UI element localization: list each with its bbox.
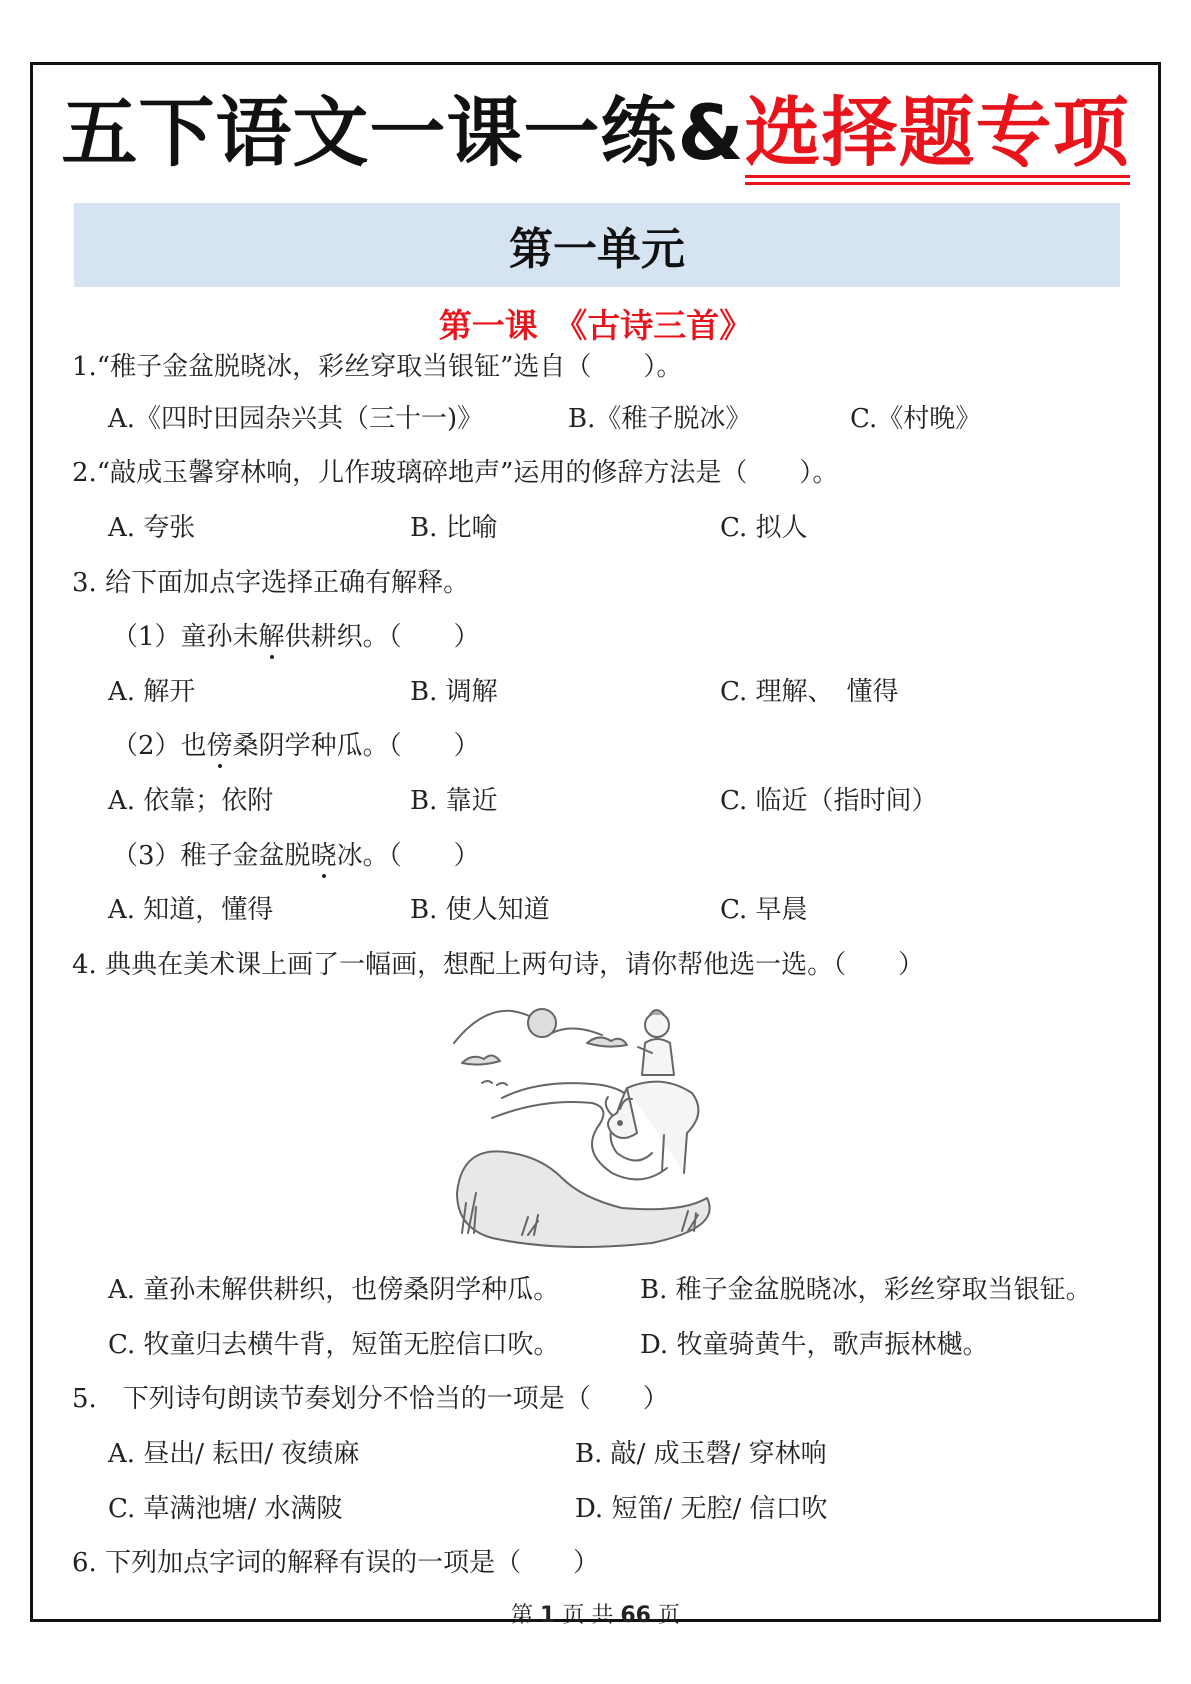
sub-1-pre: （1）童孙未 [112,622,259,652]
footer-middle: 页 共 [555,1603,621,1628]
question-2-option-c: C. 拟人 [720,513,808,543]
question-1-option-a: A.《四时田园杂兴其（三十一)》 [108,404,484,434]
question-4-stem: 4. 典典在美术课上画了一幅画，想配上两句诗，请你帮他选一选。（ ） [72,950,925,980]
question-3-sub-2-option-c: C. 临近（指时间） [720,786,938,816]
question-4-option-a: A. 童孙未解供耕织，也傍桑阴学种瓜。 [108,1275,560,1305]
question-4-option-d: D. 牧童骑黄牛，歌声振林樾。 [640,1330,989,1360]
question-5-option-c: C. 草满池塘/ 水满陂 [108,1494,343,1524]
sub-3-post: 冰。（ ） [336,841,480,871]
question-3-stem: 3. 给下面加点字选择正确有解释。 [72,568,470,598]
sub-2-post: 桑阴学种瓜。（ ） [232,731,480,761]
sub-2-dotted-char: 傍 [206,731,233,761]
question-3-sub-1-option-a: A. 解开 [108,677,196,707]
question-3-sub-2-option-a: A. 依靠；依附 [108,786,274,816]
question-2-stem: 2.“敲成玉馨穿林响，儿作玻璃碎地声”运用的修辞方法是（ ）。 [72,458,839,488]
question-4-option-c: C. 牧童归去横牛背，短笛无腔信口吹。 [108,1330,560,1360]
page-footer [0,1598,1191,1629]
question-1-option-c: C.《村晚》 [850,404,982,434]
footer-prefix: 第 [511,1603,541,1628]
unit-banner [74,203,1120,287]
boy-riding-ox-illustration-icon [452,1003,742,1253]
question-3-sub-2 [112,733,480,759]
unit-title: 第一单元 [509,224,685,275]
question-3-sub-2-option-b: B. 靠近 [410,786,498,816]
sub-3-dotted-char: 晓 [310,841,337,871]
question-3-sub-3-option-c: C. 早晨 [720,895,808,925]
title-main: 五下语文一课一练& [61,88,745,177]
sub-1-post: 供耕织。（ ） [284,622,480,652]
question-1-option-b: B.《稚子脱冰》 [568,404,752,434]
sub-2-pre: （2）也 [112,731,207,761]
question-2-option-b: B. 比喻 [410,513,498,543]
question-5-option-a: A. 昼出/ 耘田/ 夜绩麻 [108,1439,360,1469]
question-1-stem: 1.“稚子金盆脱晓冰，彩丝穿取当银钲”选自（ ）。 [72,352,683,382]
question-2-option-a: A. 夸张 [108,513,196,543]
question-3-sub-3-option-a: A. 知道，懂得 [108,895,274,925]
question-3-sub-1-option-b: B. 调解 [410,677,498,707]
question-6-stem: 6. 下列加点字词的解释有误的一项是（ ） [72,1548,600,1578]
question-5-option-b: B. 敲/ 成玉磬/ 穿林响 [575,1439,827,1469]
footer-total-pages: 66 [620,1603,651,1628]
footer-suffix: 页 [650,1603,680,1628]
question-5-option-d: D. 短笛/ 无腔/ 信口吹 [575,1494,828,1524]
question-3-sub-3 [112,843,480,869]
question-3-sub-1 [112,624,480,650]
page-title [0,88,1191,177]
sub-1-dotted-char: 解 [258,622,285,652]
title-highlight: 选择题专项 [744,88,1130,177]
question-5-stem: 5. 下列诗句朗读节奏划分不恰当的一项是（ ） [72,1384,669,1414]
question-3-sub-3-option-b: B. 使人知道 [410,895,550,925]
lesson-title: 第一课 《古诗三首》 [438,306,753,345]
footer-page-number: 1 [540,1603,556,1628]
question-4-option-b: B. 稚子金盆脱晓冰，彩丝穿取当银钲。 [640,1275,1092,1305]
sub-3-pre: （3）稚子金盆脱 [112,841,311,871]
question-3-sub-1-option-c: C. 理解、 懂得 [720,677,899,707]
